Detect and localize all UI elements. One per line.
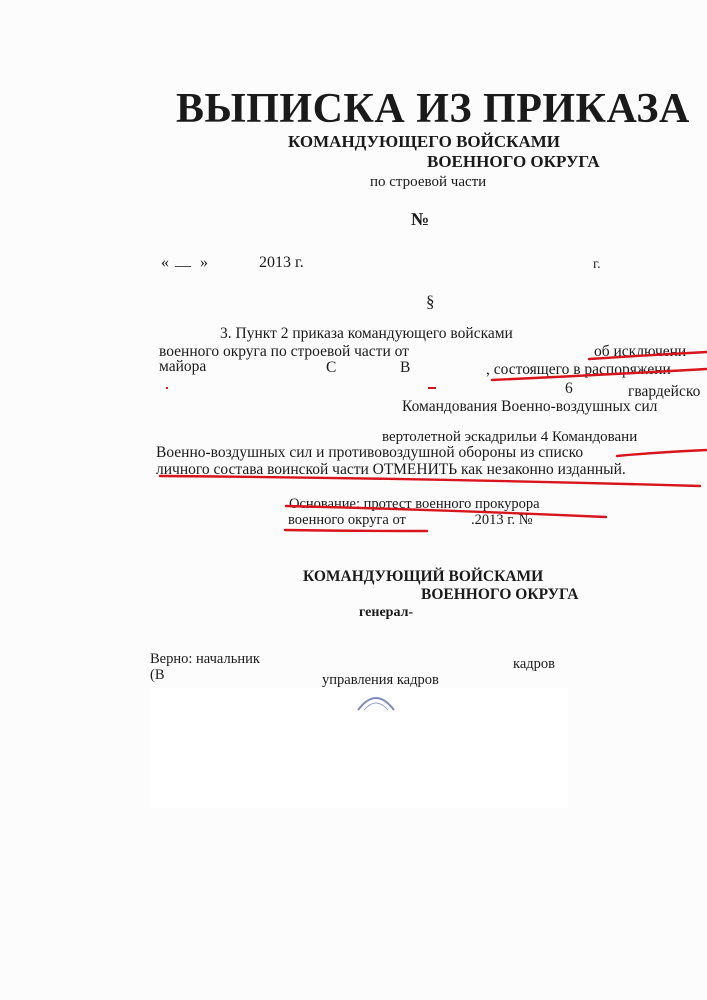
body-line-5: Командования Военно-воздушных сил: [402, 398, 658, 415]
body-line-4-number: 6: [565, 380, 573, 397]
order-number-label: №: [411, 209, 430, 229]
date-quote-close: »: [200, 254, 208, 271]
document-subtitle-commander: КОМАНДУЮЩЕГО ВОЙСКАМИ: [288, 132, 560, 151]
body-line-2: военного округа по строевой части от: [159, 343, 409, 360]
date-quote-open: «: [161, 254, 169, 271]
verified-line-2-end: управления кадров: [322, 672, 439, 688]
document-title: ВЫПИСКА ИЗ ПРИКАЗА: [176, 86, 690, 132]
body-line-3-initial-b: В: [400, 359, 411, 376]
body-line-3-end: , состоящего в распоряжени: [486, 361, 671, 378]
verified-line-1-start: Верно: начальник: [150, 651, 260, 667]
body-line-6: вертолетной эскадрильи 4 Командовани: [382, 429, 638, 445]
signature-rank: генерал-: [359, 605, 414, 620]
body-line-2-end: об исключени: [594, 343, 687, 360]
body-line-7: Военно-воздушных сил и противовоздушной обороны из списко: [156, 444, 584, 461]
body-line-3-initial-c: С: [326, 359, 337, 376]
section-sign: §: [426, 292, 435, 311]
date-year: 2013 г.: [259, 254, 304, 271]
body-line-3-rank: майора: [159, 358, 207, 375]
verified-line-2-start: (В: [150, 667, 165, 683]
basis-line-1: Основание: протест военного прокурора: [289, 496, 540, 512]
place-suffix: г.: [593, 257, 601, 272]
document-subtitle-line-unit: по строевой части: [370, 174, 487, 190]
underline-staff-removal: [617, 450, 707, 456]
body-line-1: 3. Пункт 2 приказа командующего войсками: [220, 325, 513, 342]
signature-commander: КОМАНДУЮЩИЙ ВОЙСКАМИ: [303, 568, 544, 585]
body-line-4-end: гвардейско: [628, 383, 701, 400]
body-line-8: личного состава воинской части ОТМЕНИТЬ как незаконно изданный.: [156, 461, 626, 478]
document-subtitle-district: ВОЕННОГО ОКРУГА: [427, 152, 600, 171]
verified-line-1-end: кадров: [513, 656, 555, 672]
signature-district: ВОЕННОГО ОКРУГА: [421, 586, 579, 603]
underline-military-district: [285, 530, 427, 531]
basis-line-2-start: военного округа от: [288, 512, 406, 528]
date-day-blank: __: [175, 252, 191, 269]
basis-line-2-end: .2013 г. №: [471, 512, 533, 528]
stamp-fragment-icon: [356, 692, 396, 714]
